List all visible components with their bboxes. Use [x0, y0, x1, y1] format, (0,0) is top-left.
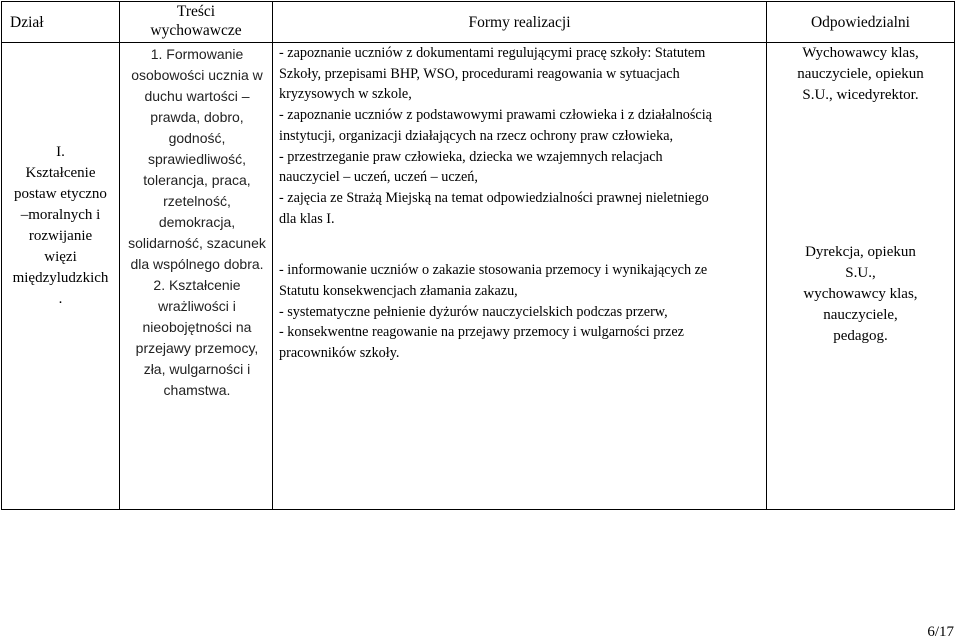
odp-line: S.U., wicedyrektor.	[802, 87, 919, 103]
odp-line: S.U.,	[845, 265, 876, 281]
dzial-cell	[2, 43, 120, 510]
formy-line: instytucji, organizacji działających na rzecz ochrony praw człowieka,	[279, 127, 674, 144]
tresci-line: chamstwa.	[163, 382, 231, 398]
formy-line: kryzysowych w szkole,	[279, 86, 412, 103]
tresci-line: osobowości ucznia w	[131, 67, 263, 83]
tresci-line: przejawy przemocy,	[135, 340, 259, 356]
dzial-line: więzi	[44, 249, 77, 265]
formy-line: - przestrzeganie praw człowieka, dziecka we wzajemnych relacjach	[279, 148, 663, 165]
odp-line: Dyrekcja, opiekun	[805, 244, 916, 260]
tresci-line: solidarność, szacunek	[128, 235, 266, 251]
formy-line: - systematyczne pełnienie dyżurów nauczycielskich podczas przerw,	[279, 303, 668, 320]
tresci-line: rzetelność,	[163, 193, 231, 209]
tresci-line: duchu wartości –	[144, 88, 250, 104]
dzial-line: rozwijanie	[28, 228, 93, 244]
tresci-line: nieobojętności na	[142, 319, 252, 335]
odpowiedzialni-cell	[767, 43, 955, 510]
header-tresci: Treści wychowawcze	[120, 2, 273, 43]
formy-line: - zajęcia ze Strażą Miejską na temat odpowiedzialności prawnej nieletniego	[279, 189, 709, 206]
odp-line: Wychowawcy klas,	[802, 45, 919, 61]
tresci-line: wrażliwości i	[158, 298, 236, 314]
odp-line: pedagog.	[833, 328, 888, 344]
formy-line: nauczyciel – uczeń, uczeń – uczeń,	[279, 169, 478, 186]
table-row	[2, 43, 955, 510]
formy-line: pracowników szkoły.	[279, 345, 400, 362]
formy-line: dla klas I.	[279, 210, 335, 227]
tresci-line: demokracja,	[158, 214, 236, 230]
tresci-line: dla wspólnego dobra.	[130, 256, 264, 272]
formy-line: - zapoznanie uczniów z podstawowymi prawami człowieka i z działalnością	[279, 107, 712, 124]
dzial-line: –moralnych i	[20, 207, 101, 223]
header-row	[2, 2, 955, 43]
block-spacer	[771, 106, 950, 242]
header-formy: Formy realizacji	[273, 2, 767, 43]
tresci-line: sprawiedliwość,	[147, 151, 247, 167]
page-number: 6/17	[927, 624, 954, 640]
tresci-line: zła, wulgarności i	[143, 361, 251, 377]
block-spacer	[279, 229, 760, 260]
tresci-line: prawda, dobro,	[150, 109, 244, 125]
formy-line: - informowanie uczniów o zakazie stosowania przemocy i wynikających ze	[279, 262, 708, 279]
odp-line: nauczyciele,	[823, 307, 898, 323]
formy-line: Statutu konsekwencjach złamania zakazu,	[279, 283, 518, 300]
tresci-cell	[120, 43, 273, 510]
odp-line: nauczyciele, opiekun	[797, 66, 924, 82]
formy-line: - konsekwentne reagowanie na przejawy przemocy i wulgarności przez	[279, 324, 684, 341]
odp-line: wychowawcy klas,	[803, 286, 918, 302]
tresci-line: 1. Formowanie	[150, 46, 244, 62]
dzial-line: .	[58, 291, 63, 307]
formy-cell	[273, 43, 767, 510]
dzial-line: międzyludzkich	[12, 270, 109, 286]
header-dzial: Dział	[2, 2, 120, 43]
curriculum-table	[1, 1, 955, 510]
formy-line: - zapoznanie uczniów z dokumentami regulującymi pracę szkoły: Statutem	[279, 45, 706, 61]
header-odpowiedzialni: Odpowiedzialni	[767, 2, 955, 43]
dzial-line: Kształcenie	[25, 165, 96, 181]
tresci-line: tolerancja, praca,	[143, 172, 251, 188]
dzial-line: I.	[56, 144, 65, 160]
dzial-line: postaw etyczno	[14, 186, 107, 202]
tresci-line: godność,	[168, 130, 226, 146]
tresci-line: 2. Kształcenie	[153, 277, 241, 293]
formy-line: Szkoły, przepisami BHP, WSO, procedurami reagowania w sytuacjach	[279, 65, 680, 82]
